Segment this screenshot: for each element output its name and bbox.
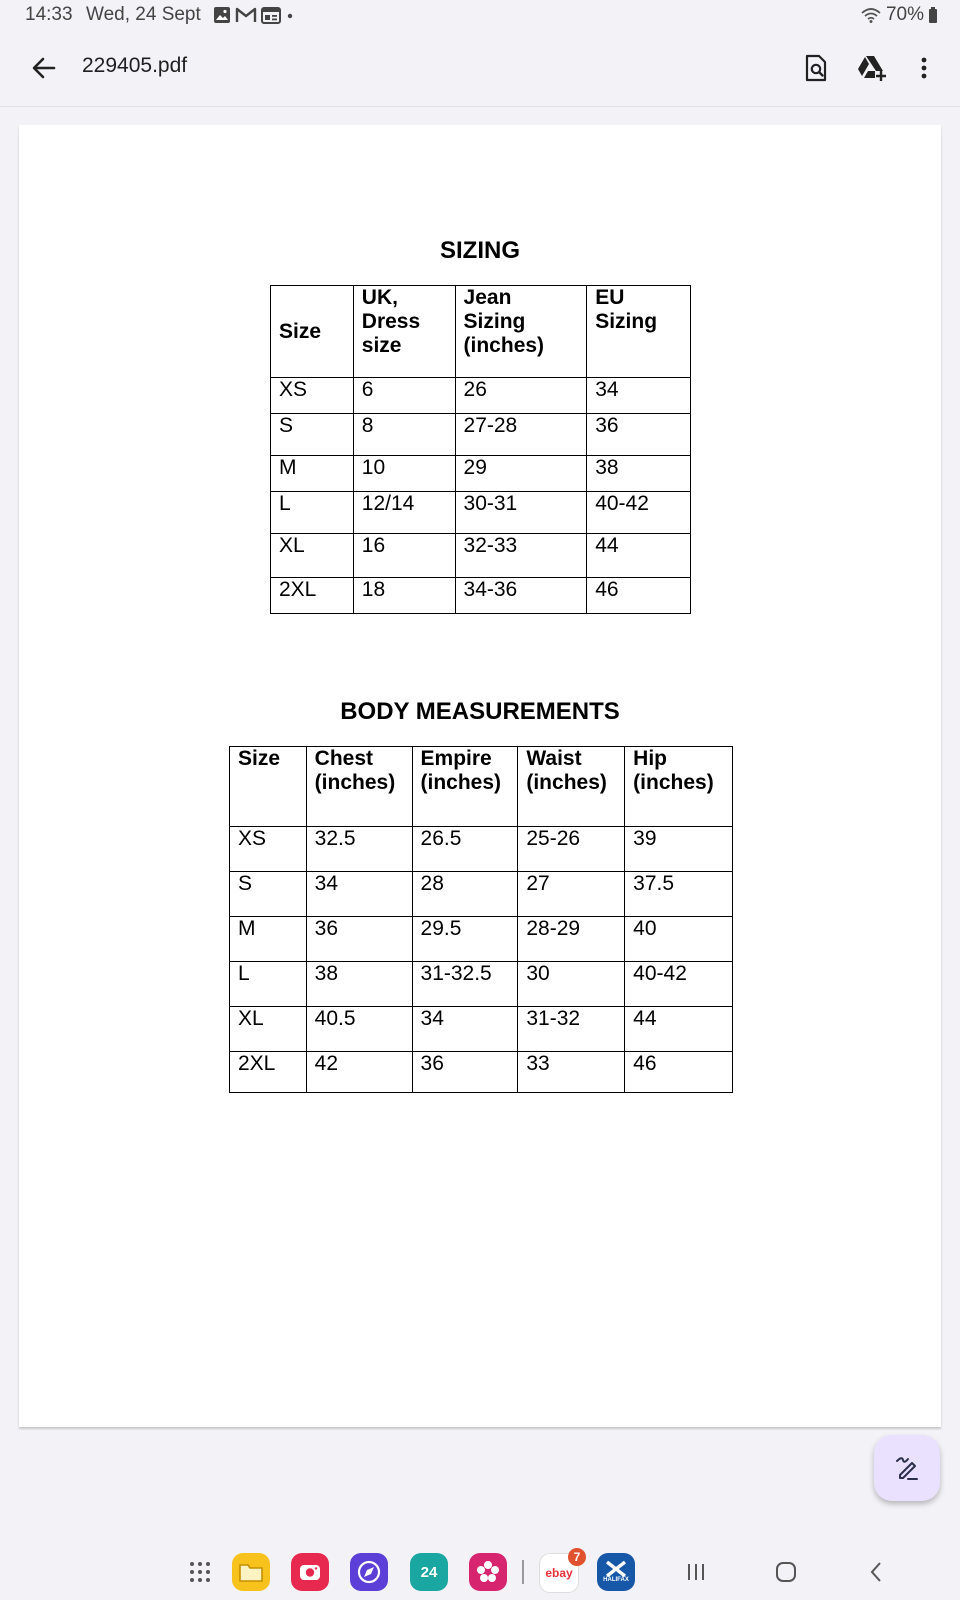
table-cell: M [271,456,354,492]
column-header-text: size [361,334,402,357]
column-header [271,286,354,378]
camera-icon [298,1562,322,1582]
taskbar [0,1540,960,1600]
column-header-text: UK, [361,286,398,309]
table-cell: 31-32 [518,1007,625,1052]
table-cell: 25-26 [518,827,625,872]
column-header-text: (inches) [420,771,502,794]
table-cell: 36 [587,414,691,456]
status-bar [0,0,960,30]
more-vert-icon [920,56,928,80]
table-row [230,917,733,962]
table-cell: 18 [353,578,455,614]
column-header [455,286,587,378]
wifi-icon [860,6,882,24]
sizing-title: SIZING [439,237,520,264]
table-cell: 40-42 [587,492,691,534]
column-header-text: (inches) [463,334,545,357]
table-row [230,1052,733,1093]
table-cell: 40.5 [306,1007,412,1052]
arrow-back-icon [28,52,60,84]
body-measurements-title: BODY MEASUREMENTS [340,698,620,725]
column-header-text: (inches) [314,771,396,794]
table-header-row [230,747,733,827]
table-cell: 30 [518,962,625,1007]
column-header-text: (inches) [526,771,607,794]
home-button[interactable] [766,1554,806,1590]
table-cell: 40 [625,917,733,962]
back-nav-button[interactable] [856,1554,896,1590]
battery-icon [928,6,938,24]
status-right [860,4,938,26]
table-cell: L [230,962,307,1007]
table-cell: 6 [353,378,455,414]
column-header-text: Hip [633,747,667,770]
column-header-text: Size [238,747,281,770]
table-cell: XL [271,534,354,578]
search-in-document-button[interactable] [798,50,834,86]
more-options-button[interactable] [906,50,942,86]
table-header-row [271,286,691,378]
table-cell: L [271,492,354,534]
column-header-text: Jean [463,286,512,309]
table-row [271,534,691,578]
table-cell: 28 [412,872,518,917]
table-cell: S [271,414,354,456]
table-cell: XS [230,827,307,872]
browser-app[interactable] [350,1553,388,1591]
column-header-text: Sizing [595,310,658,333]
table-cell: 34 [412,1007,518,1052]
column-header [306,747,412,827]
status-date: Wed, 24 Sept [86,4,201,25]
dock-divider [522,1560,524,1584]
recents-icon [686,1562,706,1582]
gmail-icon [235,6,257,24]
table-cell: 30-31 [455,492,587,534]
recent-apps-button[interactable] [676,1554,716,1590]
table-cell: 33 [518,1052,625,1093]
table-cell: XL [230,1007,307,1052]
home-icon [775,1561,797,1583]
table-cell: 39 [625,827,733,872]
table-cell: 16 [353,534,455,578]
gallery-icon [213,6,231,24]
back-button[interactable] [28,52,60,84]
ebay-label: ebay [545,1566,573,1580]
column-header-text: Empire [420,747,492,770]
table-row [230,1007,733,1052]
column-header-text: Size [279,319,322,343]
table-cell: 44 [587,534,691,578]
table-row [230,827,733,872]
column-header-text: Sizing [463,310,526,333]
table-cell: 27-28 [455,414,587,456]
column-header-text: EU [595,286,625,309]
sizing-table [270,285,691,614]
table-row [230,872,733,917]
halifax-app[interactable] [597,1553,635,1591]
table-cell: 36 [306,917,412,962]
more-notifications-dot-icon [285,6,295,24]
table-cell: 38 [587,456,691,492]
table-cell: 27 [518,872,625,917]
notification-icons [213,6,295,24]
column-header-text: (inches) [633,771,714,794]
table-cell: 12/14 [353,492,455,534]
table-cell: 34-36 [455,578,587,614]
table-cell: 46 [587,578,691,614]
app-bar [0,30,960,107]
table-cell: 28-29 [518,917,625,962]
column-header-text: Chest [314,747,374,770]
table-cell: 32.5 [306,827,412,872]
table-cell: 32-33 [455,534,587,578]
table-cell: 38 [306,962,412,1007]
chevron-left-icon [869,1561,883,1583]
table-cell: 29 [455,456,587,492]
table-cell: 2XL [230,1052,307,1093]
table-cell: 46 [625,1052,733,1093]
table-cell: 26 [455,378,587,414]
halifax-x-icon [604,1561,628,1577]
calendar-day: 24 [420,1563,438,1581]
table-cell: 2XL [271,578,354,614]
folder-icon [238,1561,264,1583]
column-header-text: Waist [526,747,582,770]
drive-add-icon [856,54,888,82]
flower-icon [475,1559,501,1585]
table-row [271,414,691,456]
table-cell: M [230,917,307,962]
table-row [271,456,691,492]
column-header [518,747,625,827]
table-cell: 42 [306,1052,412,1093]
compass-icon [356,1559,382,1585]
table-cell: 34 [587,378,691,414]
column-header [625,747,733,827]
battery-percent: 70% [885,4,924,25]
apps-grid-icon [189,1561,211,1583]
ebay-notification-badge: 7 [568,1548,586,1566]
table-cell: 31-32.5 [412,962,518,1007]
table-cell: 8 [353,414,455,456]
find-in-page-icon [803,54,829,82]
table-row [230,962,733,1007]
table-cell: 36 [412,1052,518,1093]
camera-app[interactable] [291,1553,329,1591]
table-cell: S [230,872,307,917]
calendar-app[interactable] [410,1553,448,1591]
table-cell: 10 [353,456,455,492]
body-measurements-table [229,746,733,1093]
apps-drawer-button[interactable] [180,1554,220,1590]
table-cell: 40-42 [625,962,733,1007]
column-header [353,286,455,378]
column-header [230,747,307,827]
my-files-app[interactable] [232,1553,270,1591]
add-to-drive-button[interactable] [854,50,890,86]
table-row [271,378,691,414]
table-cell: 26.5 [412,827,518,872]
table-cell: 29.5 [412,917,518,962]
status-time: 14:33 [25,4,73,25]
column-header [412,747,518,827]
table-cell: XS [271,378,354,414]
annotate-button[interactable] [874,1435,940,1501]
news-icon [261,6,281,24]
document-title: 229405.pdf [82,54,188,77]
table-row [271,578,691,614]
table-cell: 37.5 [625,872,733,917]
pen-edit-icon [894,1455,920,1481]
halifax-label: HALIFAX [603,1577,629,1583]
blossom-app[interactable] [469,1553,507,1591]
table-row [271,492,691,534]
table-cell: 34 [306,872,412,917]
pdf-page [19,125,941,1427]
column-header-text: Dress [361,310,421,333]
table-cell: 44 [625,1007,733,1052]
column-header [587,286,691,378]
